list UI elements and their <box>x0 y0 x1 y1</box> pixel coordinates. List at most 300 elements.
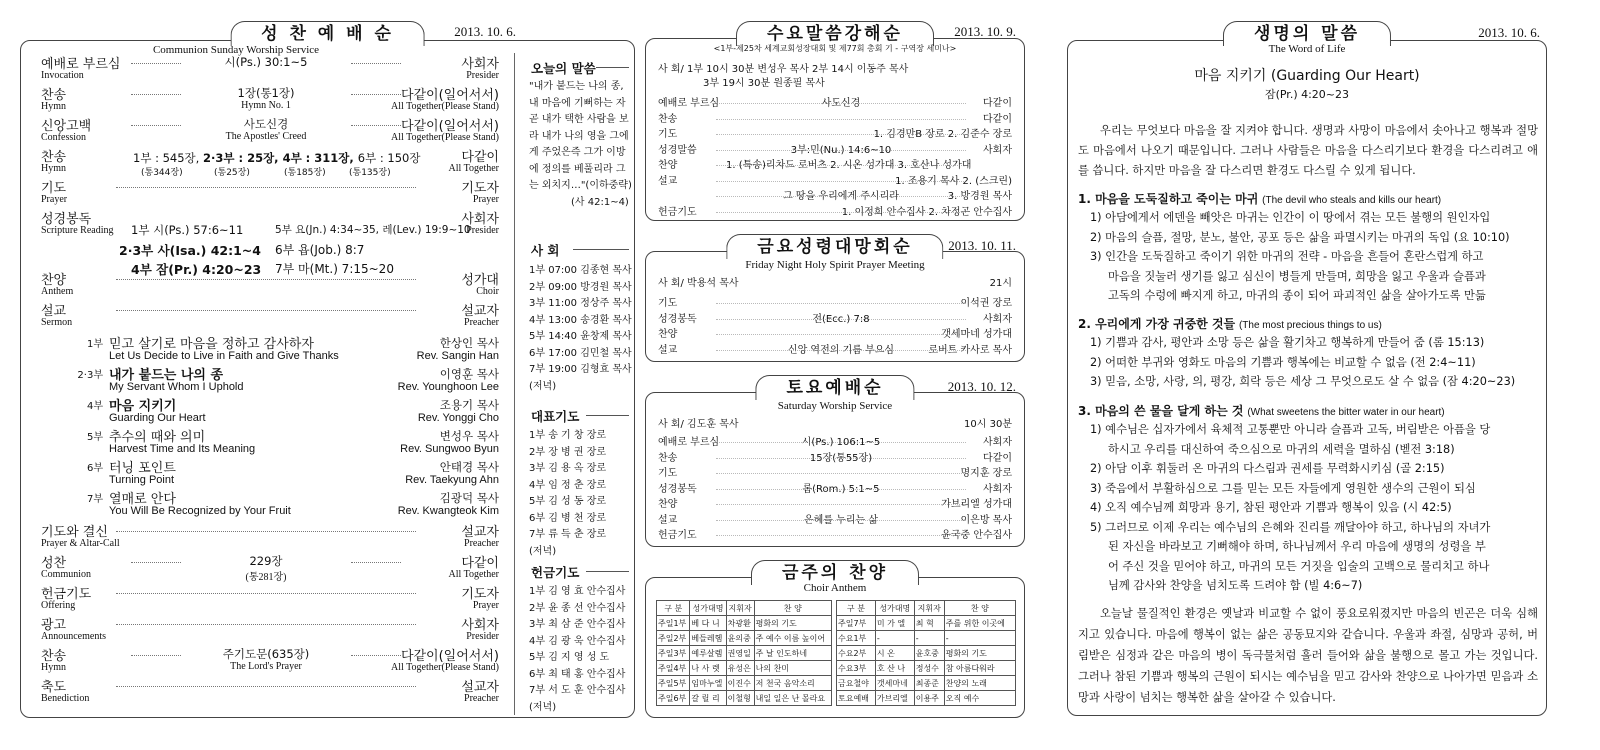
table-cell: 주일2부 <box>657 631 690 646</box>
hymn-alt1: (통344장) <box>141 168 183 178</box>
leader-dots <box>716 196 966 197</box>
row-label: 헌금기도 <box>658 530 697 541</box>
hymn-part1: 1부 : 545장, <box>133 151 203 165</box>
sermon-title-en: You Will Be Recognized by Your Fruit <box>109 505 291 517</box>
sermon-preacher: 조용기 목사 <box>439 398 499 412</box>
row-leader-en: All Together(Please Stand) <box>391 662 499 673</box>
row-leader: 사회자 <box>983 437 1012 448</box>
leader-dots <box>116 686 416 687</box>
saturday-service-panel <box>645 378 1025 547</box>
panel-subtitle: The Word of Life <box>1268 43 1346 55</box>
row-label: 예배로 부르심 <box>658 437 720 448</box>
scripture-4: 4부 잠(Pr.) 4:20~23 <box>131 262 262 277</box>
sermon-preacher: 한상인 목사 <box>439 336 499 350</box>
table-row <box>657 616 832 631</box>
row-leader: 성가대 <box>461 273 499 288</box>
row-label: 찬송 <box>41 649 67 664</box>
point-item: 1) 기쁨과 감사, 평안과 소망 등은 삶을 활기차고 행복하게 만들어 줌 (롬 15:13) <box>1090 336 1485 349</box>
table-cell: 이철형 <box>726 691 754 706</box>
row-item: 1. (특송)리차드 로버츠 2. 시온 성가대 3. 호산나 성가대 <box>726 160 972 171</box>
table-cell: 찬양의 노래 <box>944 676 1015 691</box>
table-row <box>657 676 832 691</box>
prayer-entry: 7부 류 득 춘 장로 <box>529 529 607 540</box>
leader-dots <box>716 489 966 490</box>
service-time: 10시 30분 <box>964 419 1012 430</box>
table-header: 구 분 <box>837 601 876 616</box>
intro-paragraph: 우리는 무엇보다 마음을 잘 지켜야 합니다. 생명과 사망이 마음에서 솟아나고 행복과 절망도 마음에서 나오기 때문입니다. 그러나 사람들은 마음을 다스리기보다 환경을 다스리려고 애를 씁니다. 하지만 마음을 잘 다스리면 환경도 다스릴 수 있게 됩니다. <box>1078 124 1538 177</box>
hymn-alt3: (통185장) <box>284 168 326 178</box>
row-leader: 갯세마네 성가대 <box>941 329 1012 340</box>
table-cell: 수요1부 <box>837 631 876 646</box>
leader-dots <box>716 520 966 521</box>
leader-dots <box>116 531 416 532</box>
sermon-part: 7부 <box>86 494 103 505</box>
row-leader: 설교자 <box>461 525 499 540</box>
row-item-en: (통281장) <box>245 572 287 583</box>
table-cell: 권영일 <box>726 646 754 661</box>
row-label-en: Prayer <box>41 194 68 205</box>
row-leader-en: Preacher <box>464 693 499 704</box>
table-cell: 갯세마네 <box>875 676 914 691</box>
row-leader-en: Prayer <box>472 600 499 611</box>
host-entry: 4부 13:00 송경환 목사 <box>529 314 632 326</box>
offer-title: 헌금기도 <box>531 565 580 580</box>
table-cell: 주일7부 <box>837 616 876 631</box>
row-leader: 사회자 <box>461 212 499 227</box>
row-leader: 다같이 <box>461 556 499 571</box>
point-1-english: (The devil who steals and kills our heart) <box>1262 195 1442 206</box>
row-label: 기도 <box>41 181 67 196</box>
table-cell: 나 사 렛 <box>690 661 726 676</box>
table-cell: - <box>875 631 914 646</box>
table-cell: 수요2부 <box>837 646 876 661</box>
row-leader: 이은방 목사 <box>960 514 1012 526</box>
table-cell: 윤호중 <box>914 646 944 661</box>
row-label-en: Scripture Reading <box>41 225 114 236</box>
prayer-entry: 6부 김 병 천 장로 <box>529 512 607 524</box>
point-2 <box>1078 315 1382 332</box>
row-leader: 다같이 <box>983 452 1012 464</box>
sermon-part: 5부 <box>86 432 103 443</box>
leader-dots <box>716 303 966 304</box>
word-reference: (사 42:1~4) <box>571 197 629 208</box>
point-item: 님께 감사와 찬양을 넘치도록 드려야 함 (빌 4:6~7) <box>1108 579 1363 592</box>
row-label: 설교 <box>658 514 678 526</box>
row-leader: 다같이 <box>983 113 1012 125</box>
table-cell: 시 온 <box>875 646 914 661</box>
table-row <box>837 646 1016 661</box>
table-cell: 호 산 나 <box>875 661 914 676</box>
table-cell: 참 아름다워라 <box>944 661 1015 676</box>
table-cell: 가브리엘 <box>875 691 914 706</box>
leader-dots <box>716 350 966 351</box>
word-line: 는 외치지…"(이하중략) <box>529 180 632 191</box>
row-label: 찬양 <box>658 499 678 510</box>
table-cell: 주를 위한 이곳에 <box>944 616 1015 631</box>
table-cell: 저 천국 음악소리 <box>754 676 831 691</box>
word-line: "내가 붙드는 나의 종, <box>529 81 624 92</box>
host-line-2: 3부 19시 30분 원종필 목사 <box>703 78 825 89</box>
row-label: 성경봉독 <box>41 212 92 227</box>
table-cell: 주일1부 <box>657 616 690 631</box>
offer-entry: 2부 윤 종 선 안수집사 <box>529 602 626 614</box>
communion-service-panel <box>20 24 635 718</box>
host-entry: (저녁) <box>529 380 557 392</box>
sermon-preacher: 김광덕 목사 <box>439 491 499 505</box>
row-leader: 윤국중 안수집사 <box>941 530 1012 541</box>
choir-anthem-panel <box>645 563 1025 718</box>
panel-title: 수요말씀강해순 <box>736 21 934 46</box>
table-cell: 베 다 니 <box>690 616 726 631</box>
leader-dots <box>131 63 181 64</box>
table-cell: 유성은 <box>726 661 754 676</box>
row-item: 229장 <box>249 554 283 568</box>
row-label-en: Benediction <box>41 693 90 704</box>
leader-dots <box>351 94 401 95</box>
sermon-preacher: 안태경 목사 <box>439 460 499 474</box>
leader-dots <box>351 125 401 126</box>
row-label: 설교 <box>658 344 678 356</box>
panel-title: 금주의 찬양 <box>751 560 919 585</box>
sermon-part: 2·3부 <box>77 370 103 381</box>
row-item: 롬(Rom.) 5:1~5 <box>802 483 880 495</box>
leader-dots <box>716 458 966 459</box>
row-item: 신앙 역전의 기름 부으심 <box>787 344 895 356</box>
host-line-1: 사 회/ 1부 10시 30분 변성우 목사 2부 14시 이동주 목사 <box>658 64 909 75</box>
leader-dots <box>716 442 966 443</box>
row-item: 그 땅을 우리에게 주시리라 <box>783 191 899 202</box>
leader-dots <box>116 624 416 625</box>
row-item: 전(Ecc.) 7:8 <box>812 313 870 325</box>
point-item: 마음을 짓눌러 생기를 잃고 심신이 병들게 만들며, 희망을 잃고 우울과 슬픔과 <box>1108 269 1486 283</box>
wednesday-service-panel <box>645 24 1025 221</box>
row-item: 1장(통1장) <box>237 86 295 100</box>
panel-subtitle: Choir Anthem <box>803 582 867 594</box>
sermon-title-en: Let Us Decide to Live in Faith and Give Thanks <box>109 350 339 362</box>
row-item: 주기도문(635장) <box>222 647 310 661</box>
point-item: 고독의 수렁에 빠지게 하고, 마귀의 종이 되어 파괴적인 삶을 살아가도록 만듦 <box>1108 289 1486 302</box>
sermon-title: 마음 지키기 (Guarding Our Heart) <box>1194 68 1420 84</box>
row-label: 성경봉독 <box>658 313 697 325</box>
service-date: 2013. 10. 6. <box>1478 25 1540 40</box>
row-leader: 로버트 카사로 목사 <box>928 344 1012 356</box>
row-leader-en: All Together(Please Stand) <box>391 132 499 143</box>
row-leader: 이석권 장로 <box>960 298 1012 309</box>
table-cell: 미 가 엘 <box>875 616 914 631</box>
host-line: 사 회/ 김도훈 목사 <box>658 419 739 430</box>
table-cell: 주일3부 <box>657 646 690 661</box>
row-label: 성경말씀 <box>658 144 697 156</box>
row-label: 축도 <box>41 680 67 695</box>
sermon-title: 터닝 포인트 <box>109 461 176 476</box>
table-cell: 수요3부 <box>837 661 876 676</box>
word-line: 라 내가 나의 영을 그에 <box>529 130 629 142</box>
prayer-entry: (저녁) <box>529 545 557 557</box>
leader-dots <box>116 279 416 280</box>
hymn-alt2: (통25장) <box>214 168 250 178</box>
sermon-preacher-en: Rev. Taekyung Ahn <box>405 474 499 486</box>
row-label: 설교 <box>658 175 678 187</box>
row-item: 3부:민(Nu.) 14:6~10 <box>790 144 892 156</box>
word-of-life-panel <box>1067 24 1547 716</box>
row-item-en: The Lord's Prayer <box>230 661 302 672</box>
word-line: 게 주었은즉 그가 이방 <box>529 147 626 158</box>
row-leader-en: Choir <box>476 286 499 297</box>
table-header: 찬 양 <box>754 601 831 616</box>
table-row <box>837 631 1016 646</box>
row-label-en: Hymn <box>41 101 66 112</box>
panel-title: 생명의 말씀 <box>1223 21 1391 46</box>
prayer-entry: 3부 김 용 옥 장로 <box>529 463 607 474</box>
leader-dots <box>716 473 966 474</box>
row-leader: 1. 이정희 안수집사 2. 차정곤 안수집사 <box>841 206 1012 218</box>
leader-dots <box>351 63 401 64</box>
point-item: 3) 믿음, 소망, 사랑, 의, 평강, 희락 등은 세상 그 무엇으로도 살 수 없음 (잠 4:20~23) <box>1090 375 1516 388</box>
scripture-1: 1부 시(Ps.) 57:6~11 <box>131 223 244 237</box>
table-cell: 평화의 기도 <box>754 616 831 631</box>
point-3 <box>1078 402 1445 419</box>
row-leader: 다같이 <box>461 150 499 165</box>
sermon-preacher-en: Rev. Sungwoo Byun <box>400 443 499 455</box>
offer-entry: (저녁) <box>529 701 557 713</box>
table-header: 찬 양 <box>944 601 1015 616</box>
offer-entry: 7부 서 도 훈 안수집사 <box>529 685 626 696</box>
row-label: 성경봉독 <box>658 483 697 495</box>
table-cell: - <box>944 631 1015 646</box>
host-title-rule <box>573 249 629 250</box>
table-header: 성가대명 <box>690 601 726 616</box>
row-item-en: The Apostles' Creed <box>225 131 307 142</box>
table-cell: 예루살렘 <box>690 646 726 661</box>
row-label-en: Prayer & Altar-Call <box>41 538 120 549</box>
host-entry: 2부 09:00 방경원 목사 <box>529 281 632 293</box>
choir-table-left <box>656 600 832 706</box>
row-leader: 다같이(일어서서) <box>400 119 499 134</box>
row-leader: 3. 방경원 목사 <box>947 191 1012 202</box>
sermon-title: 믿고 살기로 마음을 정하고 감사하자 <box>109 337 314 352</box>
row-leader: 사회자 <box>983 313 1012 325</box>
point-item: 1) 예수님은 십자가에서 육체적 고통뿐만 아니라 슬픔과 고독, 버림받은 아픔을 당 <box>1090 423 1491 436</box>
row-item: 사도신경 <box>821 98 861 109</box>
panel-title: 토요예배순 <box>755 375 914 400</box>
sermon-reference: 잠(Pr.) 4:20~23 <box>1264 88 1350 101</box>
table-cell: 오직 예수 <box>944 691 1015 706</box>
scripture-7: 7부 마(Mt.) 7:15~20 <box>275 262 394 276</box>
row-label-en: Announcements <box>41 631 106 642</box>
point-2-title: 2. 우리에게 가장 귀중한 것들 <box>1078 317 1236 331</box>
closing-paragraph: 오늘날 물질적인 환경은 옛날과 비교할 수 없이 풍요로워졌지만 마음의 빈곤은 더욱 심해지고 있습니다. 마음에 행복이 없는 삶은 공동묘지와 같습니다. 우울과 좌절, 심망과 공허, 버림받은 심정과 같은 마음의 병이 독극물처럼 흘러 들어와 삶을 불행으로 몰고 가는 것입니다. 그러나 참된 기쁨과 행복의 근원이 되시는 예수님을 믿고 감사와 찬양으로 나아가면 믿음과 소망과 사랑이 넘치는 행복한 삶을 살아갈 수 있습니다. <box>1078 607 1538 704</box>
table-cell: 최 혁 <box>914 616 944 631</box>
sermon-title: 내가 붙드는 나의 종 <box>109 368 224 383</box>
point-item: 1) 아담에게서 에덴을 빼앗은 마귀는 인간이 이 땅에서 겪는 모든 불행의 원인자입 <box>1090 211 1491 224</box>
panel-subtitle: Communion Sunday Worship Service <box>152 44 320 56</box>
sermon-preacher: 변성우 목사 <box>439 429 499 443</box>
sermon-preacher-en: Rev. Kwangteok Kim <box>397 505 499 517</box>
row-label: 찬양 <box>658 160 678 171</box>
sermon-preacher-en: Rev. Younghoon Lee <box>397 381 499 393</box>
table-row <box>657 646 832 661</box>
prayer-title: 대표기도 <box>531 409 580 424</box>
table-cell: 이진수 <box>726 676 754 691</box>
table-cell: 주 예수 이름 높이어 <box>754 631 831 646</box>
leader-dots <box>716 319 966 320</box>
table-cell: 최종준 <box>914 676 944 691</box>
row-leader: 다같이(일어서서) <box>400 88 499 103</box>
point-3-english: (What sweetens the bitter water in our heart) <box>1247 407 1445 418</box>
row-item-en: Hymn No. 1 <box>241 100 291 111</box>
prayer-entry: 4부 임 정 춘 장로 <box>529 479 607 491</box>
sermon-preacher-en: Rev. Sangin Han <box>416 350 499 362</box>
friday-service-panel <box>645 237 1025 362</box>
word-title-rule <box>596 67 629 68</box>
row-leader-en: Prayer <box>472 194 499 205</box>
row-label: 설교 <box>41 304 67 319</box>
point-item: 4) 오직 예수님께 희망과 용기, 참된 평안과 기쁨과 행복이 있음 (시 42:5) <box>1090 501 1452 514</box>
table-cell: 토요예배 <box>837 691 876 706</box>
row-label-en: Communion <box>41 569 92 580</box>
row-leader: 사회자 <box>983 483 1012 495</box>
leader-dots <box>716 119 966 120</box>
table-header: 성가대명 <box>875 601 914 616</box>
row-leader: 가브리엘 성가대 <box>941 499 1012 510</box>
host-entry: 3부 11:00 정상주 목사 <box>529 298 632 309</box>
leader-dots <box>131 655 181 656</box>
sermon-title: 추수의 때와 의미 <box>109 430 206 445</box>
row-leader: 다같이 <box>983 98 1012 109</box>
side-divider <box>514 53 515 715</box>
sermon-part: 4부 <box>86 401 103 412</box>
panel-title: 금요성령대망회순 <box>726 234 943 259</box>
host-entry: 1부 07:00 김종현 목사 <box>529 265 632 276</box>
table-row <box>837 616 1016 631</box>
sermon-preacher-en: Rev. Yonggi Cho <box>417 412 499 424</box>
row-label: 신앙고백 <box>41 119 92 134</box>
leader-dots <box>716 165 966 166</box>
table-row <box>837 676 1016 691</box>
leader-dots <box>131 94 181 95</box>
row-leader-en: All Together <box>448 163 499 174</box>
leader-dots <box>716 134 966 135</box>
service-date: 2013. 10. 11. <box>948 238 1016 253</box>
table-row <box>657 661 832 676</box>
row-label-en: Confession <box>41 132 86 143</box>
scripture-5: 5부 요(Jn.) 4:34~35, 레(Lev.) 19:9~10 <box>275 224 471 236</box>
table-header: 지휘자 <box>914 601 944 616</box>
point-item: 된 자신을 바라보고 기뻐해야 하며, 하나님께서 우리 마음에 생명의 성령을 부 <box>1108 540 1486 553</box>
point-item: 어 주신 것을 믿어야 하고, 마귀의 모든 거짓을 입술의 고백으로 물리치고 하나 <box>1108 559 1490 573</box>
host-entry: 5부 14:40 윤창제 목사 <box>529 331 632 342</box>
offer-entry: 1부 김 영 효 안수집사 <box>529 586 626 597</box>
table-cell: 윤의중 <box>726 631 754 646</box>
row-leader-en: All Together <box>448 569 499 580</box>
row-leader: 사회자 <box>983 144 1012 156</box>
row-leader-en: Presider <box>466 631 499 642</box>
point-item: 2) 어떠한 부귀와 영화도 마음의 기쁨과 행복에는 비교할 수 없음 (전 2:4~11) <box>1090 355 1476 369</box>
word-line: 내 마음에 기뻐하는 자 <box>529 97 626 109</box>
point-item: 2) 아담 이후 휘둘러 온 마귀의 다스림과 권세를 무력화시키심 (골 2:15) <box>1090 462 1445 475</box>
word-line: 곧 내가 택한 사람을 보 <box>529 114 629 125</box>
row-label: 찬송 <box>658 113 678 125</box>
table-cell: 나의 찬미 <box>754 661 831 676</box>
point-item: 2) 마음의 슬픔, 절망, 분노, 불안, 공포 등은 삶을 파멸시키는 마귀의 독입 (요 10:10) <box>1090 230 1510 244</box>
offer-entry: 6부 최 태 홍 안수집사 <box>529 668 626 680</box>
hymn-alt4: (통135장) <box>349 168 391 178</box>
row-label: 기도 <box>658 129 678 140</box>
table-cell: 베들레헴 <box>690 631 726 646</box>
row-label: 기도 <box>658 298 678 309</box>
row-item: 사도신경 <box>243 117 289 131</box>
row-leader: 사회자 <box>461 57 499 72</box>
sermon-title: 마음 지키기 <box>109 399 177 414</box>
row-leader: 1. 김경만B 장로 2. 김준수 장로 <box>873 129 1012 140</box>
leader-dots <box>351 655 401 656</box>
row-label-en: Offering <box>41 600 76 611</box>
word-title: 오늘의 말씀 <box>531 61 596 76</box>
row-leader: 설교자 <box>461 304 499 319</box>
panel-note: <1부-제25차 세계교회성장대회 및 제77회 총회 기 - 구역장 세미나> <box>713 44 957 53</box>
prayer-entry: 5부 김 성 동 장로 <box>529 496 607 507</box>
sermon-title-en: Harvest Time and Its Meaning <box>109 443 256 455</box>
row-leader-en: Presider <box>466 70 499 81</box>
row-label: 성찬 <box>41 556 67 571</box>
host-line: 사 회/ 박용석 목사 <box>658 278 739 289</box>
leader-dots <box>716 535 966 536</box>
row-leader: 기도자 <box>461 587 499 602</box>
service-time: 21시 <box>989 278 1012 289</box>
table-header: 구 분 <box>657 601 690 616</box>
leader-dots <box>116 310 416 311</box>
leader-dots <box>116 593 416 594</box>
scripture-6: 6부 욥(Job.) 8:7 <box>275 243 365 257</box>
row-label: 기도 <box>658 468 678 479</box>
point-item: 5) 그러므로 이제 우리는 예수님의 은혜와 진리를 깨달아야 하고, 하나님의 자녀가 <box>1090 520 1491 534</box>
hymn-part23: 2·3부 : 25장, <box>202 151 283 165</box>
table-cell: 주일4부 <box>657 661 690 676</box>
sermon-title-en: My Servant Whom I Uphold <box>109 381 244 393</box>
leader-dots <box>131 125 181 126</box>
row-label: 헌금기도 <box>41 587 92 602</box>
leader-dots <box>716 334 966 335</box>
row-leader: 사회자 <box>461 618 499 633</box>
row-label-en: Anthem <box>41 286 74 297</box>
hymn-part4: 4부 : 311장, <box>282 151 358 165</box>
point-1-title: 1. 마음을 도둑질하고 죽이는 마귀 <box>1078 192 1259 206</box>
service-date: 2013. 10. 6. <box>454 24 516 39</box>
leader-dots <box>716 150 966 151</box>
offer-title-rule <box>586 571 629 572</box>
table-row <box>837 661 1016 676</box>
sermon-title-en: Guarding Our Heart <box>109 412 206 424</box>
table-row <box>657 691 832 706</box>
row-label-en: Invocation <box>41 70 84 81</box>
row-leader-en: Preacher <box>464 538 499 549</box>
point-2-english: (The most precious things to us) <box>1238 320 1382 331</box>
row-label: 찬양 <box>658 329 678 340</box>
panel-title: 성 찬 예 배 순 <box>230 21 425 46</box>
row-leader: 명지훈 장로 <box>960 468 1012 479</box>
point-3-title: 3. 마음의 쓴 물을 달게 하는 것 <box>1078 404 1244 418</box>
offer-entry: 4부 김 광 욱 안수집사 <box>529 635 626 647</box>
leader-dots <box>351 562 401 563</box>
row-label: 기도와 결신 <box>41 525 108 540</box>
row-label: 찬송 <box>41 150 67 165</box>
prayer-entry: 2부 장 병 권 장로 <box>529 446 607 458</box>
prayer-entry: 1부 송 기 창 장로 <box>529 430 607 441</box>
host-title: 사 회 <box>531 243 560 258</box>
table-cell: - <box>914 631 944 646</box>
service-date: 2013. 10. 12. <box>947 379 1016 394</box>
table-cell: 이용주 <box>914 691 944 706</box>
